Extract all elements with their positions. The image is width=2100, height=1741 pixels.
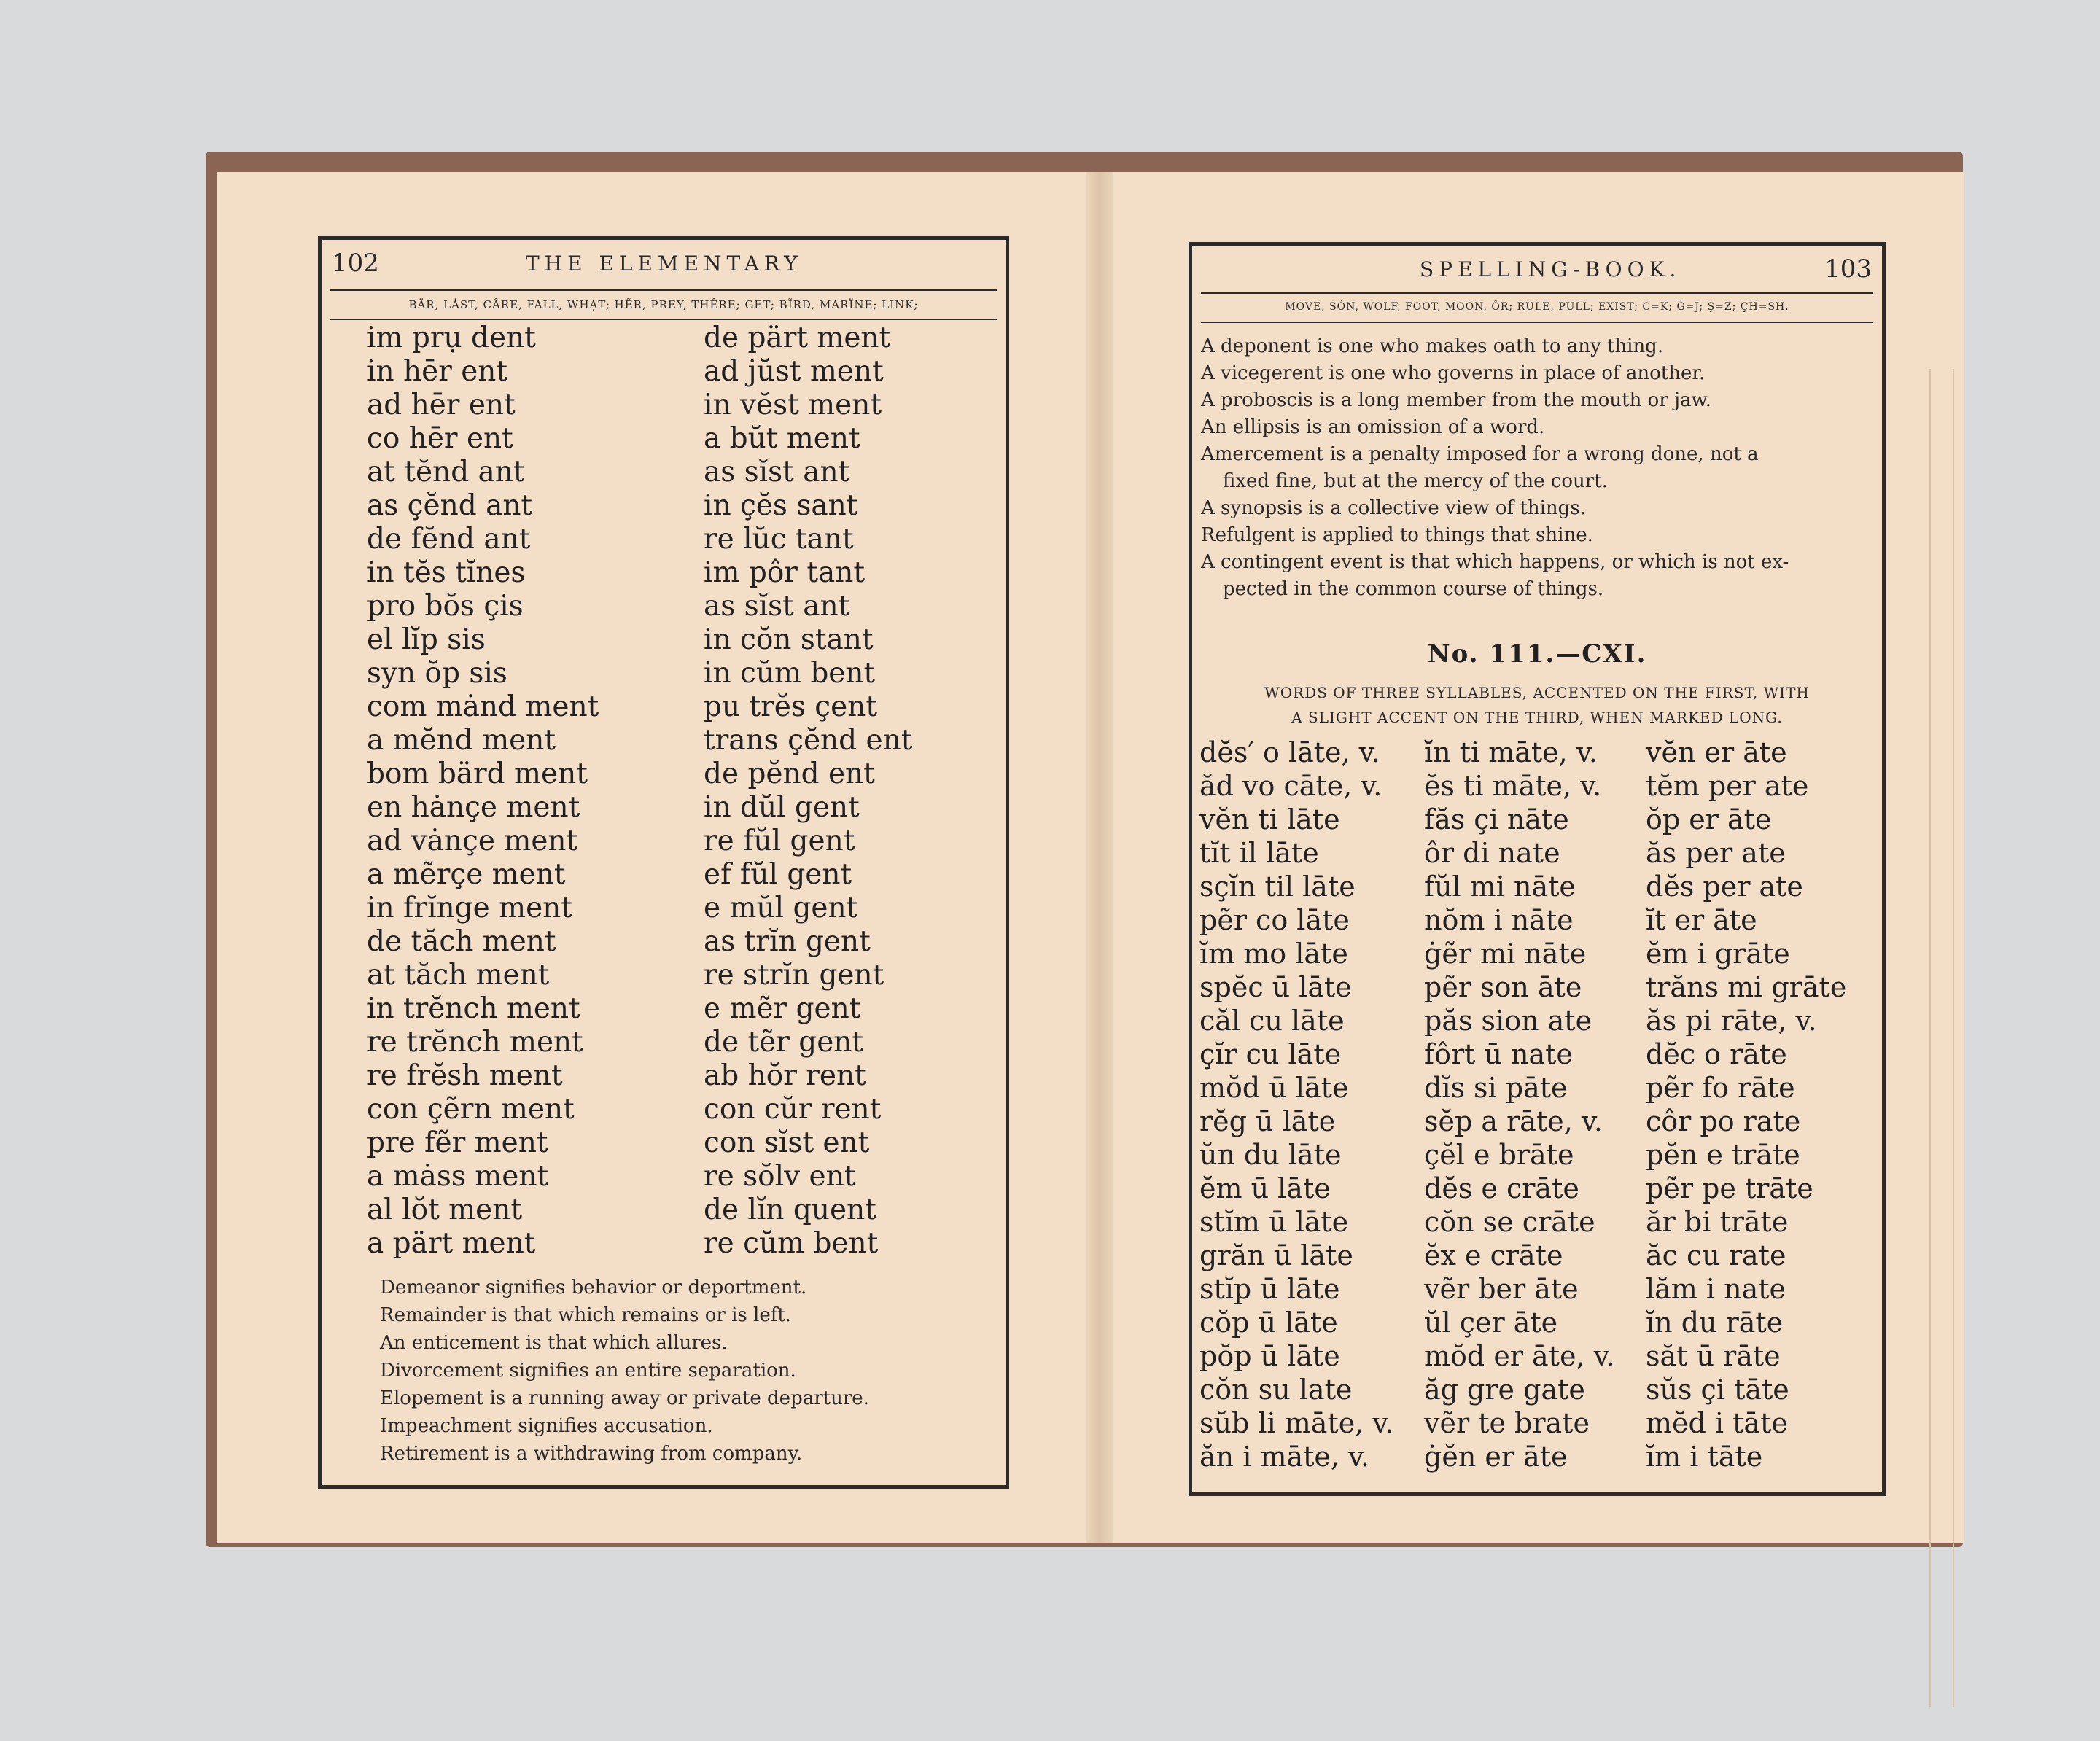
spelling-word: ăg gre gate (1424, 1374, 1585, 1406)
lesson-title: No. 111.—CXI. (1427, 639, 1647, 669)
spelling-word: com mȧnd ment (367, 690, 599, 723)
spelling-word: rĕg ū lāte (1199, 1105, 1336, 1137)
spelling-word: dĕs′ o lāte, v. (1199, 736, 1380, 768)
spelling-word: ġĕn er āte (1424, 1441, 1568, 1473)
spelling-word: păs sion ate (1424, 1005, 1592, 1037)
spelling-word: co hēr ent (367, 422, 513, 455)
lesson-subtitle-line: A SLIGHT ACCENT ON THE THIRD, WHEN MARKED LONG. (1291, 709, 1783, 726)
spelling-word: trans çĕnd ent (704, 724, 913, 757)
left-page-number: 102 (332, 249, 379, 278)
spelling-word: ăd vo cāte, v. (1199, 770, 1382, 802)
spelling-word: ôr di nate (1424, 837, 1560, 869)
spelling-word: in çĕs sant (704, 489, 858, 522)
spelling-word: pẽr co lāte (1199, 904, 1350, 936)
spelling-word: dĕs e crāte (1424, 1172, 1579, 1204)
definition-line: A proboscis is a long member from the mouth or jaw. (1201, 389, 1711, 411)
spelling-word: ĭn du rāte (1646, 1306, 1784, 1339)
lesson-subtitle (1199, 680, 1875, 730)
left-running-title: THE ELEMENTARY (526, 252, 803, 276)
spelling-word: bom bärd ment (367, 757, 588, 790)
spelling-word: re cŭm bent (704, 1227, 879, 1260)
spelling-word: pre fẽr ment (367, 1126, 548, 1159)
spelling-word: de tăch ment (367, 925, 556, 958)
spelling-word: ĕs ti māte, v. (1424, 770, 1602, 802)
spelling-word: a mȧss ment (367, 1160, 549, 1193)
spelling-word: vĕn er āte (1646, 736, 1787, 768)
spelling-word: re sŏlv ent (704, 1160, 856, 1193)
spelling-word: ĕm ū lāte (1199, 1172, 1331, 1204)
spelling-word: ăs pi rāte, v. (1646, 1005, 1817, 1037)
spelling-word: ŭn du lāte (1199, 1139, 1342, 1171)
spelling-word: côr po rate (1646, 1105, 1801, 1137)
spelling-word: sŭb li māte, v. (1199, 1407, 1394, 1439)
spelling-word: stĭm ū lāte (1199, 1206, 1349, 1238)
spelling-word: as sĭst ant (704, 590, 850, 623)
key-rule (1201, 322, 1873, 323)
definition-line: A vicegerent is one who governs in place of another. (1201, 362, 1706, 384)
right-word-column-1 (1199, 736, 1393, 1473)
spelling-word: mŏd er āte, v. (1424, 1340, 1615, 1372)
spelling-word: as sĭst ant (704, 456, 850, 488)
spelling-word: ŏp er āte (1646, 803, 1772, 836)
lesson-subtitle-line: WORDS OF THREE SYLLABLES, ACCENTED ON THE FIRST, WITH (1264, 684, 1810, 701)
spelling-word: ăr bi trāte (1646, 1206, 1789, 1238)
spelling-word: de pärt ment (704, 322, 891, 354)
spelling-word: en hȧnçe ment (367, 791, 580, 824)
page-edges (1929, 369, 1954, 1707)
definition-line: Demeanor signifies behavior or deportment. (380, 1277, 807, 1298)
spelling-word: ad jŭst ment (704, 355, 884, 388)
left-page-frame (318, 236, 1009, 1489)
spelling-word: in hēr ent (367, 355, 508, 388)
spelling-word: con cŭr rent (704, 1093, 882, 1126)
spelling-word: de fĕnd ant (367, 523, 531, 556)
right-word-column-3 (1646, 736, 1846, 1473)
spelling-word: ġẽr mi nāte (1424, 938, 1587, 970)
spelling-word: fôrt ū nate (1424, 1038, 1573, 1070)
left-word-column-2 (704, 322, 912, 1261)
spelling-word: de lĭn quent (704, 1193, 876, 1226)
spelling-word: ŭl çer āte (1424, 1306, 1558, 1339)
definition-line: A deponent is one who makes oath to any thing. (1201, 335, 1664, 357)
left-definitions (380, 1274, 869, 1468)
spelling-word: dĕc o rāte (1646, 1038, 1787, 1070)
spelling-word: ĕx e crāte (1424, 1239, 1563, 1271)
spelling-word: mŏd ū lāte (1199, 1072, 1349, 1104)
right-pronunciation-key: MOVE, SÓN, WOLF, FOOT, MOON, ÔR; RULE, PULL; EXIST; C=K; Ġ=J; Ş=Z; ÇH=SH. (1285, 301, 1789, 313)
spelling-word: de pĕnd ent (704, 757, 875, 790)
spelling-word: a mĕnd ment (367, 724, 556, 757)
definition-line: Refulgent is applied to things that shine. (1201, 524, 1593, 546)
spelling-word: im pôr tant (704, 556, 866, 589)
spelling-word: ăn i māte, v. (1199, 1441, 1370, 1473)
spelling-word: in vĕst ment (704, 389, 882, 421)
spelling-word: grăn ū lāte (1199, 1239, 1353, 1271)
left-word-column-1 (367, 322, 599, 1261)
spelling-word: nŏm i nāte (1424, 904, 1574, 936)
spelling-word: sçĭn til lāte (1199, 870, 1356, 903)
spelling-word: ad vȧnçe ment (367, 825, 578, 857)
spelling-word: făs çi nāte (1424, 803, 1569, 836)
spelling-word: vẽr ber āte (1424, 1273, 1579, 1305)
spelling-word: fŭl mi nāte (1424, 870, 1576, 903)
spelling-word: in cŏn stant (704, 623, 874, 656)
spelling-word: con çẽrn ment (367, 1093, 575, 1126)
spelling-word: ĕm i grāte (1646, 938, 1790, 970)
definition-line: A synopsis is a collective view of things. (1201, 497, 1586, 519)
spelling-word: dĕs per ate (1646, 870, 1803, 903)
spelling-word: lăm i nate (1646, 1273, 1786, 1305)
spelling-word: sĕp a rāte, v. (1424, 1105, 1603, 1137)
head-rule (330, 289, 997, 291)
spelling-word: re lŭc tant (704, 523, 854, 556)
spelling-word: cŏn se crāte (1424, 1206, 1595, 1238)
spelling-word: ĭm i tāte (1646, 1441, 1763, 1473)
spelling-word: el lĭp sis (367, 623, 486, 656)
spelling-word: e mŭl gent (704, 892, 858, 924)
definition-line: Impeachment signifies accusation. (380, 1415, 713, 1437)
spelling-word: ĭm mo lāte (1199, 938, 1348, 970)
spelling-word: in cŭm bent (704, 657, 876, 690)
spelling-word: tĭt il lāte (1199, 837, 1319, 869)
right-page-number: 103 (1824, 254, 1872, 284)
spelling-word: pŏp ū lāte (1199, 1340, 1340, 1372)
spelling-word: in trĕnch ment (367, 992, 580, 1025)
right-running-head (1192, 246, 1882, 298)
definition-line: Retirement is a withdrawing from company. (380, 1443, 803, 1465)
spelling-word: a bŭt ment (704, 422, 860, 455)
spelling-word: in tĕs tĭnes (367, 556, 526, 589)
spelling-word: pẽr son āte (1424, 971, 1582, 1003)
spelling-word: ad hēr ent (367, 389, 516, 421)
spelling-word: a pärt ment (367, 1227, 536, 1260)
spelling-word: vĕn ti lāte (1199, 803, 1340, 836)
spelling-word: a mẽrçe ment (367, 858, 566, 891)
spelling-word: at tăch ment (367, 959, 550, 992)
spelling-word: căl cu lāte (1199, 1005, 1345, 1037)
book-gutter (1086, 172, 1113, 1543)
definition-line: fixed fine, but at the mercy of the court. (1223, 470, 1608, 492)
right-word-column-2 (1424, 736, 1615, 1473)
spelling-word: pu trĕs çent (704, 690, 877, 723)
definition-line: An enticement is that which allures. (380, 1332, 728, 1354)
spelling-word: sŭs çi tāte (1646, 1374, 1789, 1406)
spelling-word: pro bŏs çis (367, 590, 524, 623)
spelling-word: pẽr fo rāte (1646, 1072, 1795, 1104)
right-running-title: SPELLING-BOOK. (1420, 257, 1681, 281)
definition-line: Amercement is a penalty imposed for a wrong done, not a (1201, 443, 1759, 465)
spelling-word: pẽr pe trāte (1646, 1172, 1813, 1204)
spelling-word: in frĭnge ment (367, 892, 572, 924)
definition-line: Remainder is that which remains or is left. (380, 1304, 792, 1326)
spelling-word: tĕm per ate (1646, 770, 1809, 802)
spelling-word: de tẽr gent (704, 1026, 864, 1059)
right-definitions (1201, 333, 1872, 603)
spelling-word: as çĕnd ant (367, 489, 533, 522)
spelling-word: e mẽr gent (704, 992, 861, 1025)
spelling-word: at tĕnd ant (367, 456, 525, 488)
definition-line: A contingent event is that which happens, or which is not ex- (1201, 551, 1789, 573)
definition-line: Divorcement signifies an entire separation. (380, 1360, 796, 1382)
definition-line: pected in the common course of things. (1223, 578, 1604, 600)
spelling-word: as trĭn gent (704, 925, 871, 958)
spelling-word: ĭt er āte (1646, 904, 1757, 936)
spelling-word: ăc cu rate (1646, 1239, 1786, 1271)
spelling-word: săt ū rāte (1646, 1340, 1781, 1372)
spelling-word: mĕd i tāte (1646, 1407, 1788, 1439)
spelling-word: re trĕnch ment (367, 1026, 583, 1059)
spelling-word: cŏp ū lāte (1199, 1306, 1338, 1339)
key-rule (330, 319, 997, 320)
spelling-word: in dŭl gent (704, 791, 860, 824)
left-running-head (322, 240, 1006, 292)
spelling-word: cŏn su late (1199, 1374, 1353, 1406)
spelling-word: trăns mi grāte (1646, 971, 1847, 1003)
spelling-word: re frĕsh ment (367, 1059, 563, 1092)
spelling-word: vẽr te brate (1424, 1407, 1590, 1439)
spelling-word: re fŭl gent (704, 825, 855, 857)
head-rule (1201, 292, 1873, 294)
spelling-word: syn ŏp sis (367, 657, 508, 690)
definition-line: Elopement is a running away or private departure. (380, 1387, 869, 1409)
spelling-word: spĕc ū lāte (1199, 971, 1352, 1003)
spelling-word: al lŏt ment (367, 1193, 522, 1226)
spelling-word: pĕn e trāte (1646, 1139, 1800, 1171)
spelling-word: çĕl e brāte (1424, 1139, 1574, 1171)
spelling-word: çĭr cu lāte (1199, 1038, 1342, 1070)
spelling-word: dĭs si pāte (1424, 1072, 1568, 1104)
definition-line: An ellipsis is an omission of a word. (1201, 416, 1545, 438)
spelling-word: ĭn ti māte, v. (1424, 736, 1598, 768)
right-page-frame (1189, 242, 1886, 1496)
spelling-word: ăs per ate (1646, 837, 1786, 869)
spelling-word: ef fŭl gent (704, 858, 852, 891)
spelling-word: im prụ dent (367, 322, 536, 354)
spelling-word: stĭp ū lāte (1199, 1273, 1340, 1305)
spelling-word: ab hŏr rent (704, 1059, 866, 1092)
spelling-word: con sĭst ent (704, 1126, 870, 1159)
spelling-word: re strĭn gent (704, 959, 884, 992)
left-pronunciation-key: BÄR, LȦST, CÂRE, FALL, WHẠT; HẼR, PREY, THÊRE; GET; BĨRD, MARÏNE; LINK; (408, 298, 919, 311)
